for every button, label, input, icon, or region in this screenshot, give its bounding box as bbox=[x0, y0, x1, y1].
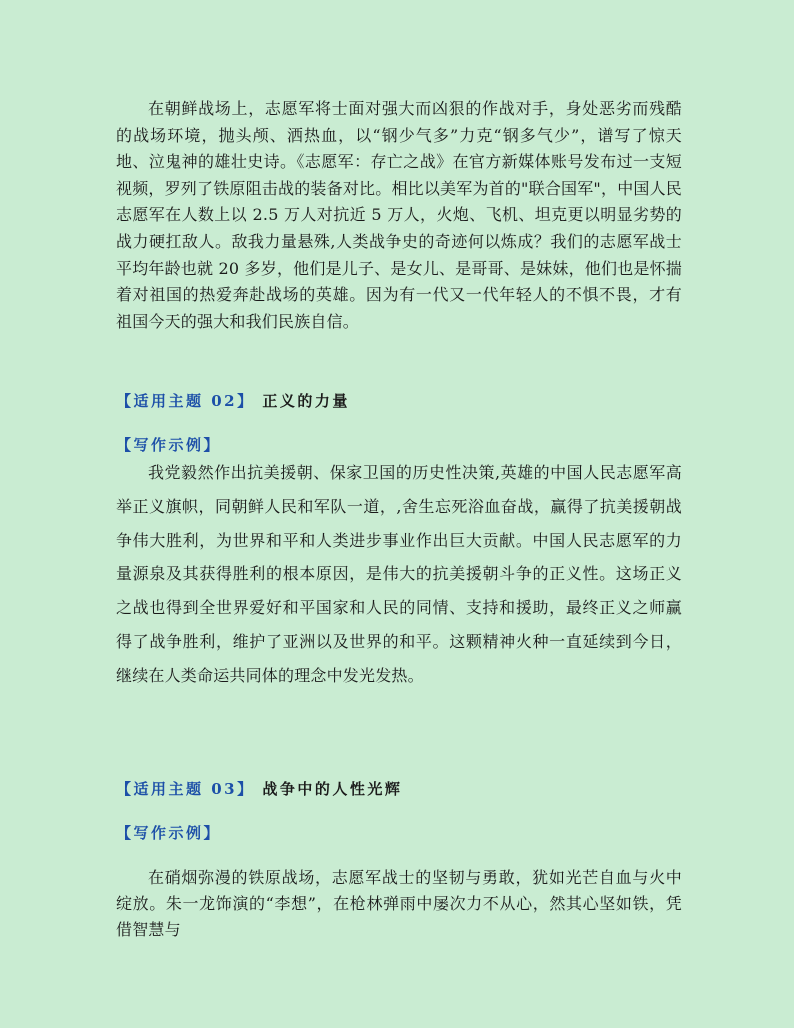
paragraph-power-of-justice: 我党毅然作出抗美援朝、保家卫国的历史性决策,英雄的中国人民志愿军高举正义旗帜，同朝鲜人民和军队一道，,舍生忘死浴血奋战，赢得了抗美援朝战争伟大胜利，为世界和平和人类进步事业作出巨大贡献。中国人民志愿军的力量源泉及其获得胜利的根本原因，是伟大的抗美援朝斗争的正义性。这场正义之战也得到全世界爱好和平国家和人民的同情、支持和援助，最终正义之师赢得了战争胜利，维护了亚洲以及世界的和平。这颗精神火种一直延续到今日，继续在人类命运共同体的理念中发光发热。 bbox=[116, 463, 682, 685]
paragraph-humanity-in-war: 在硝烟弥漫的铁原战场，志愿军战士的坚韧与勇敢，犹如光芒自血与火中绽放。朱一龙饰演的“李想”，在枪林弹雨中屡次力不从心，然其心坚如铁，凭借智慧与 bbox=[116, 868, 682, 939]
section-heading-theme-02 bbox=[116, 390, 350, 411]
heading-label: 【适用主题 02】 bbox=[116, 392, 255, 410]
section-heading-theme-03 bbox=[116, 778, 402, 799]
paragraph-battlefield-intro: 在朝鲜战场上，志愿军将士面对强大而凶狠的作战对手，身处恶劣而残酷的战场环境，抛头颅、洒热血，以“钢少气多”力克“钢多气少”，谱写了惊天地、泣鬼神的雄壮史诗。《志愿军：存亡之战》在官方新媒体账号发布过一支短视频，罗列了铁原阻击战的装备对比。相比以美军为首的"联合国军"，中国人民志愿军在人数上以 2.5 万人对抗近 5 万人，火炮、飞机、坦克更以明显劣势的战力硬扛敌人。敌我力量悬殊,人类战争史的奇迹何以炼成？我们的志愿军战士平均年龄也就 20 多岁，他们是儿子、是女儿、是哥哥、是妹妹，他们也是怀揣着对祖国的热爱奔赴战场的英雄。因为有一代又一代年轻人的不惧不畏，才有祖国今天的强大和我们民族自信。 bbox=[116, 99, 682, 331]
sub-heading-writing-example: 【写作示例】 bbox=[116, 824, 222, 842]
heading-label: 【适用主题 03】 bbox=[116, 780, 255, 798]
heading-topic: 正义的力量 bbox=[262, 392, 350, 410]
sub-heading-writing-example: 【写作示例】 bbox=[116, 436, 222, 454]
heading-topic: 战争中的人性光辉 bbox=[262, 780, 403, 798]
